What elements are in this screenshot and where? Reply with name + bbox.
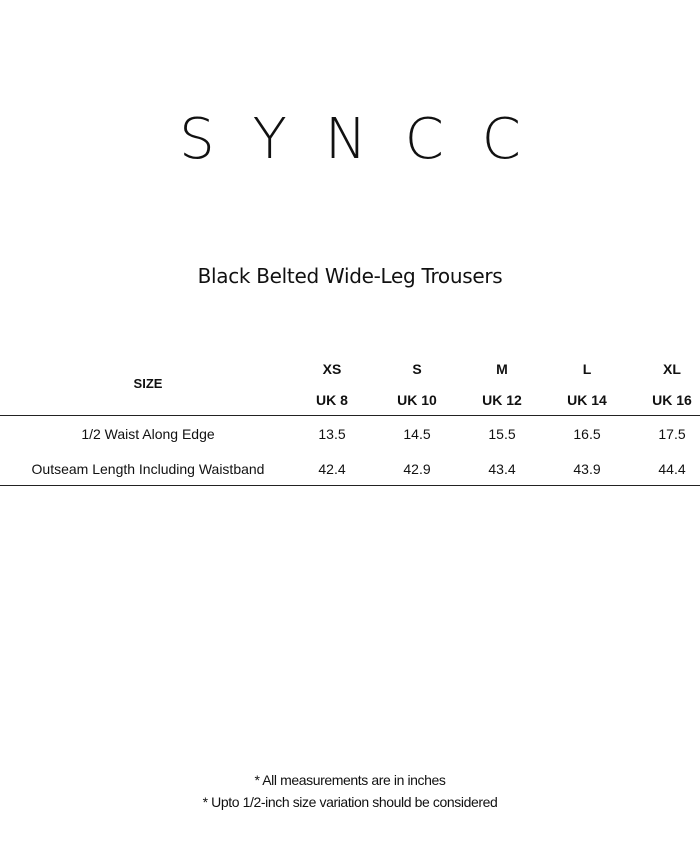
size-code-s: S: [412, 361, 422, 377]
product-title: Black Belted Wide-Leg Trousers: [197, 264, 503, 288]
row-label-outseam: Outseam Length Including Waistband: [31, 461, 265, 477]
size-code-l: L: [582, 361, 592, 377]
outseam-value-m: 43.4: [488, 461, 516, 477]
waist-value-l: 16.5: [573, 426, 601, 442]
waist-value-m: 15.5: [488, 426, 516, 442]
row-label-waist: 1/2 Waist Along Edge: [81, 426, 215, 442]
waist-value-s: 14.5: [403, 426, 431, 442]
outseam-value-s: 42.9: [403, 461, 431, 477]
waist-value-xs: 13.5: [318, 426, 346, 442]
size-code-xl: XL: [663, 361, 681, 377]
brand-logo: SYNCC: [179, 107, 559, 172]
uk-size-s: UK 10: [397, 392, 437, 408]
outseam-value-xl: 44.4: [658, 461, 686, 477]
uk-size-m: UK 12: [482, 392, 522, 408]
uk-size-xl: UK 16: [652, 392, 692, 408]
waist-value-xl: 17.5: [658, 426, 686, 442]
outseam-value-xs: 42.4: [318, 461, 346, 477]
uk-size-l: UK 14: [567, 392, 607, 408]
size-column-header: SIZE: [133, 376, 163, 391]
footnotes: [0, 769, 700, 813]
uk-size-xs: UK 8: [316, 392, 348, 408]
size-code-xs: XS: [322, 361, 342, 377]
header-divider: [0, 415, 700, 416]
size-code-m: M: [496, 361, 508, 377]
footnote-units: * All measurements are in inches: [254, 772, 446, 788]
outseam-value-l: 43.9: [573, 461, 601, 477]
footnote-variation: * Upto 1/2-inch size variation should be considered: [202, 794, 498, 810]
table-bottom-divider: [0, 485, 700, 486]
